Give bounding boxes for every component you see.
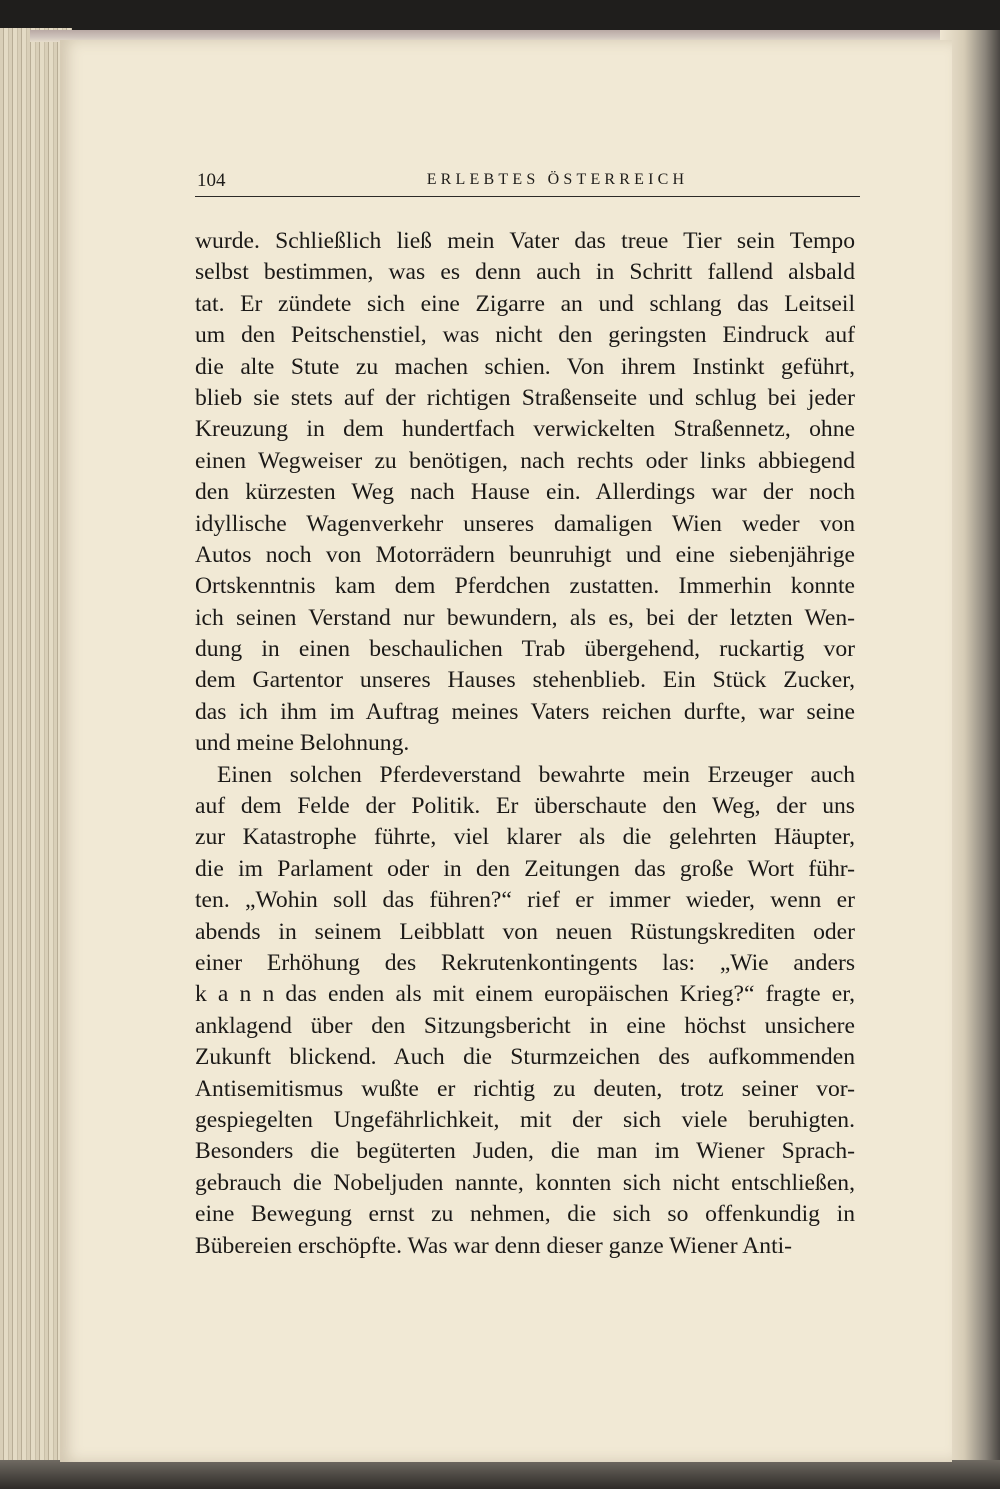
text-line: Antisemitismus wußte er richtig zu deuten, trotz seiner vor- — [195, 1075, 855, 1102]
scan-background-bottom — [0, 1460, 1000, 1489]
text-line: Bübereien erschöpfte. Was war denn dieser ganze Wiener Anti- — [195, 1232, 793, 1259]
text-line: Zukunft blickend. Auch die Sturmzeichen des aufkommenden — [195, 1044, 855, 1071]
body-text — [195, 226, 855, 1262]
text-line: wurde. Schließlich ließ mein Vater das treue Tier sein Tempo — [195, 228, 855, 254]
text-line: einer Erhöhung des Rekrutenkontingents las: „Wie anders — [195, 949, 855, 976]
text-line: auf dem Felde der Politik. Er überschaute den Weg, der uns — [195, 793, 855, 820]
text-line: gespiegelten Ungefährlichkeit, mit der sich viele beruhigten. — [195, 1106, 855, 1133]
text-line: Einen solchen Pferdeverstand bewahrte mein Erzeuger auch — [217, 761, 855, 788]
text-line: Besonders die begüterten Juden, die man im Wiener Sprach- — [195, 1138, 855, 1165]
text-line: eine Bewegung ernst zu nehmen, die sich so offenkundig in — [195, 1201, 855, 1228]
text-line: anklagend über den Sitzungsbericht in eine höchst unsichere — [195, 1012, 855, 1039]
text-line: die im Parlament oder in den Zeitungen das große Wort führ- — [195, 855, 855, 882]
text-line: gebrauch die Nobeljuden nannte, konnten sich nicht entschließen, — [195, 1169, 855, 1196]
text-line: Ortskenntnis kam dem Pferdchen zustatten. Immerhin konnte — [195, 573, 855, 600]
text-line: die alte Stute zu machen schien. Von ihrem Instinkt geführt, — [195, 353, 855, 380]
text-line: k a n n das enden als mit einem europäischen Krieg?“ fragte er, — [195, 981, 855, 1008]
text-line: idyllische Wagenverkehr unseres damaligen Wien weder von — [195, 510, 855, 537]
text-line: selbst bestimmen, was es denn auch in Schritt fallend alsbald — [195, 259, 855, 286]
text-line: dung in einen beschaulichen Trab übergehend, ruckartig vor — [195, 636, 855, 663]
paragraph — [195, 226, 855, 760]
text-line: blieb sie stets auf der richtigen Straßenseite und schlug bei jeder — [195, 384, 855, 411]
text-line: Kreuzung in dem hundertfach verwickelten Straßennetz, ohne — [195, 416, 855, 443]
paragraph — [195, 760, 855, 1262]
running-head — [195, 170, 860, 197]
text-line: und meine Belohnung. — [195, 730, 410, 757]
text-line: abends in seinem Leibblatt von neuen Rüstungskrediten oder — [195, 918, 855, 945]
text-line: Autos noch von Motorrädern beunruhigt und eine siebenjährige — [195, 541, 855, 568]
running-title: ERLEBTES ÖSTERREICH — [426, 171, 689, 188]
text-line: tat. Er zündete sich eine Zigarre an und schlang das Leitseil — [195, 290, 855, 317]
text-line: ten. „Wohin soll das führen?“ rief er immer wieder, wenn er — [195, 887, 855, 914]
page-number: 104 — [197, 170, 226, 191]
text-line: zur Katastrophe führte, viel klarer als die gelehrten Häupter, — [195, 824, 855, 851]
text-line: das ich ihm im Auftrag meines Vaters reichen durfte, war seine — [195, 698, 855, 725]
scan-background-top — [0, 0, 1000, 30]
text-line: den kürzesten Weg nach Hause ein. Allerdings war der noch — [195, 479, 855, 506]
text-line: ich seinen Verstand nur bewundern, als es, bei der letzten Wen- — [195, 604, 855, 631]
text-line: dem Gartentor unseres Hauses stehenblieb. Ein Stück Zucker, — [195, 667, 855, 694]
text-line: um den Peitschenstiel, was nicht den geringsten Eindruck auf — [195, 322, 855, 349]
text-line: einen Wegweiser zu benötigen, nach rechts oder links abbiegend — [195, 447, 855, 474]
